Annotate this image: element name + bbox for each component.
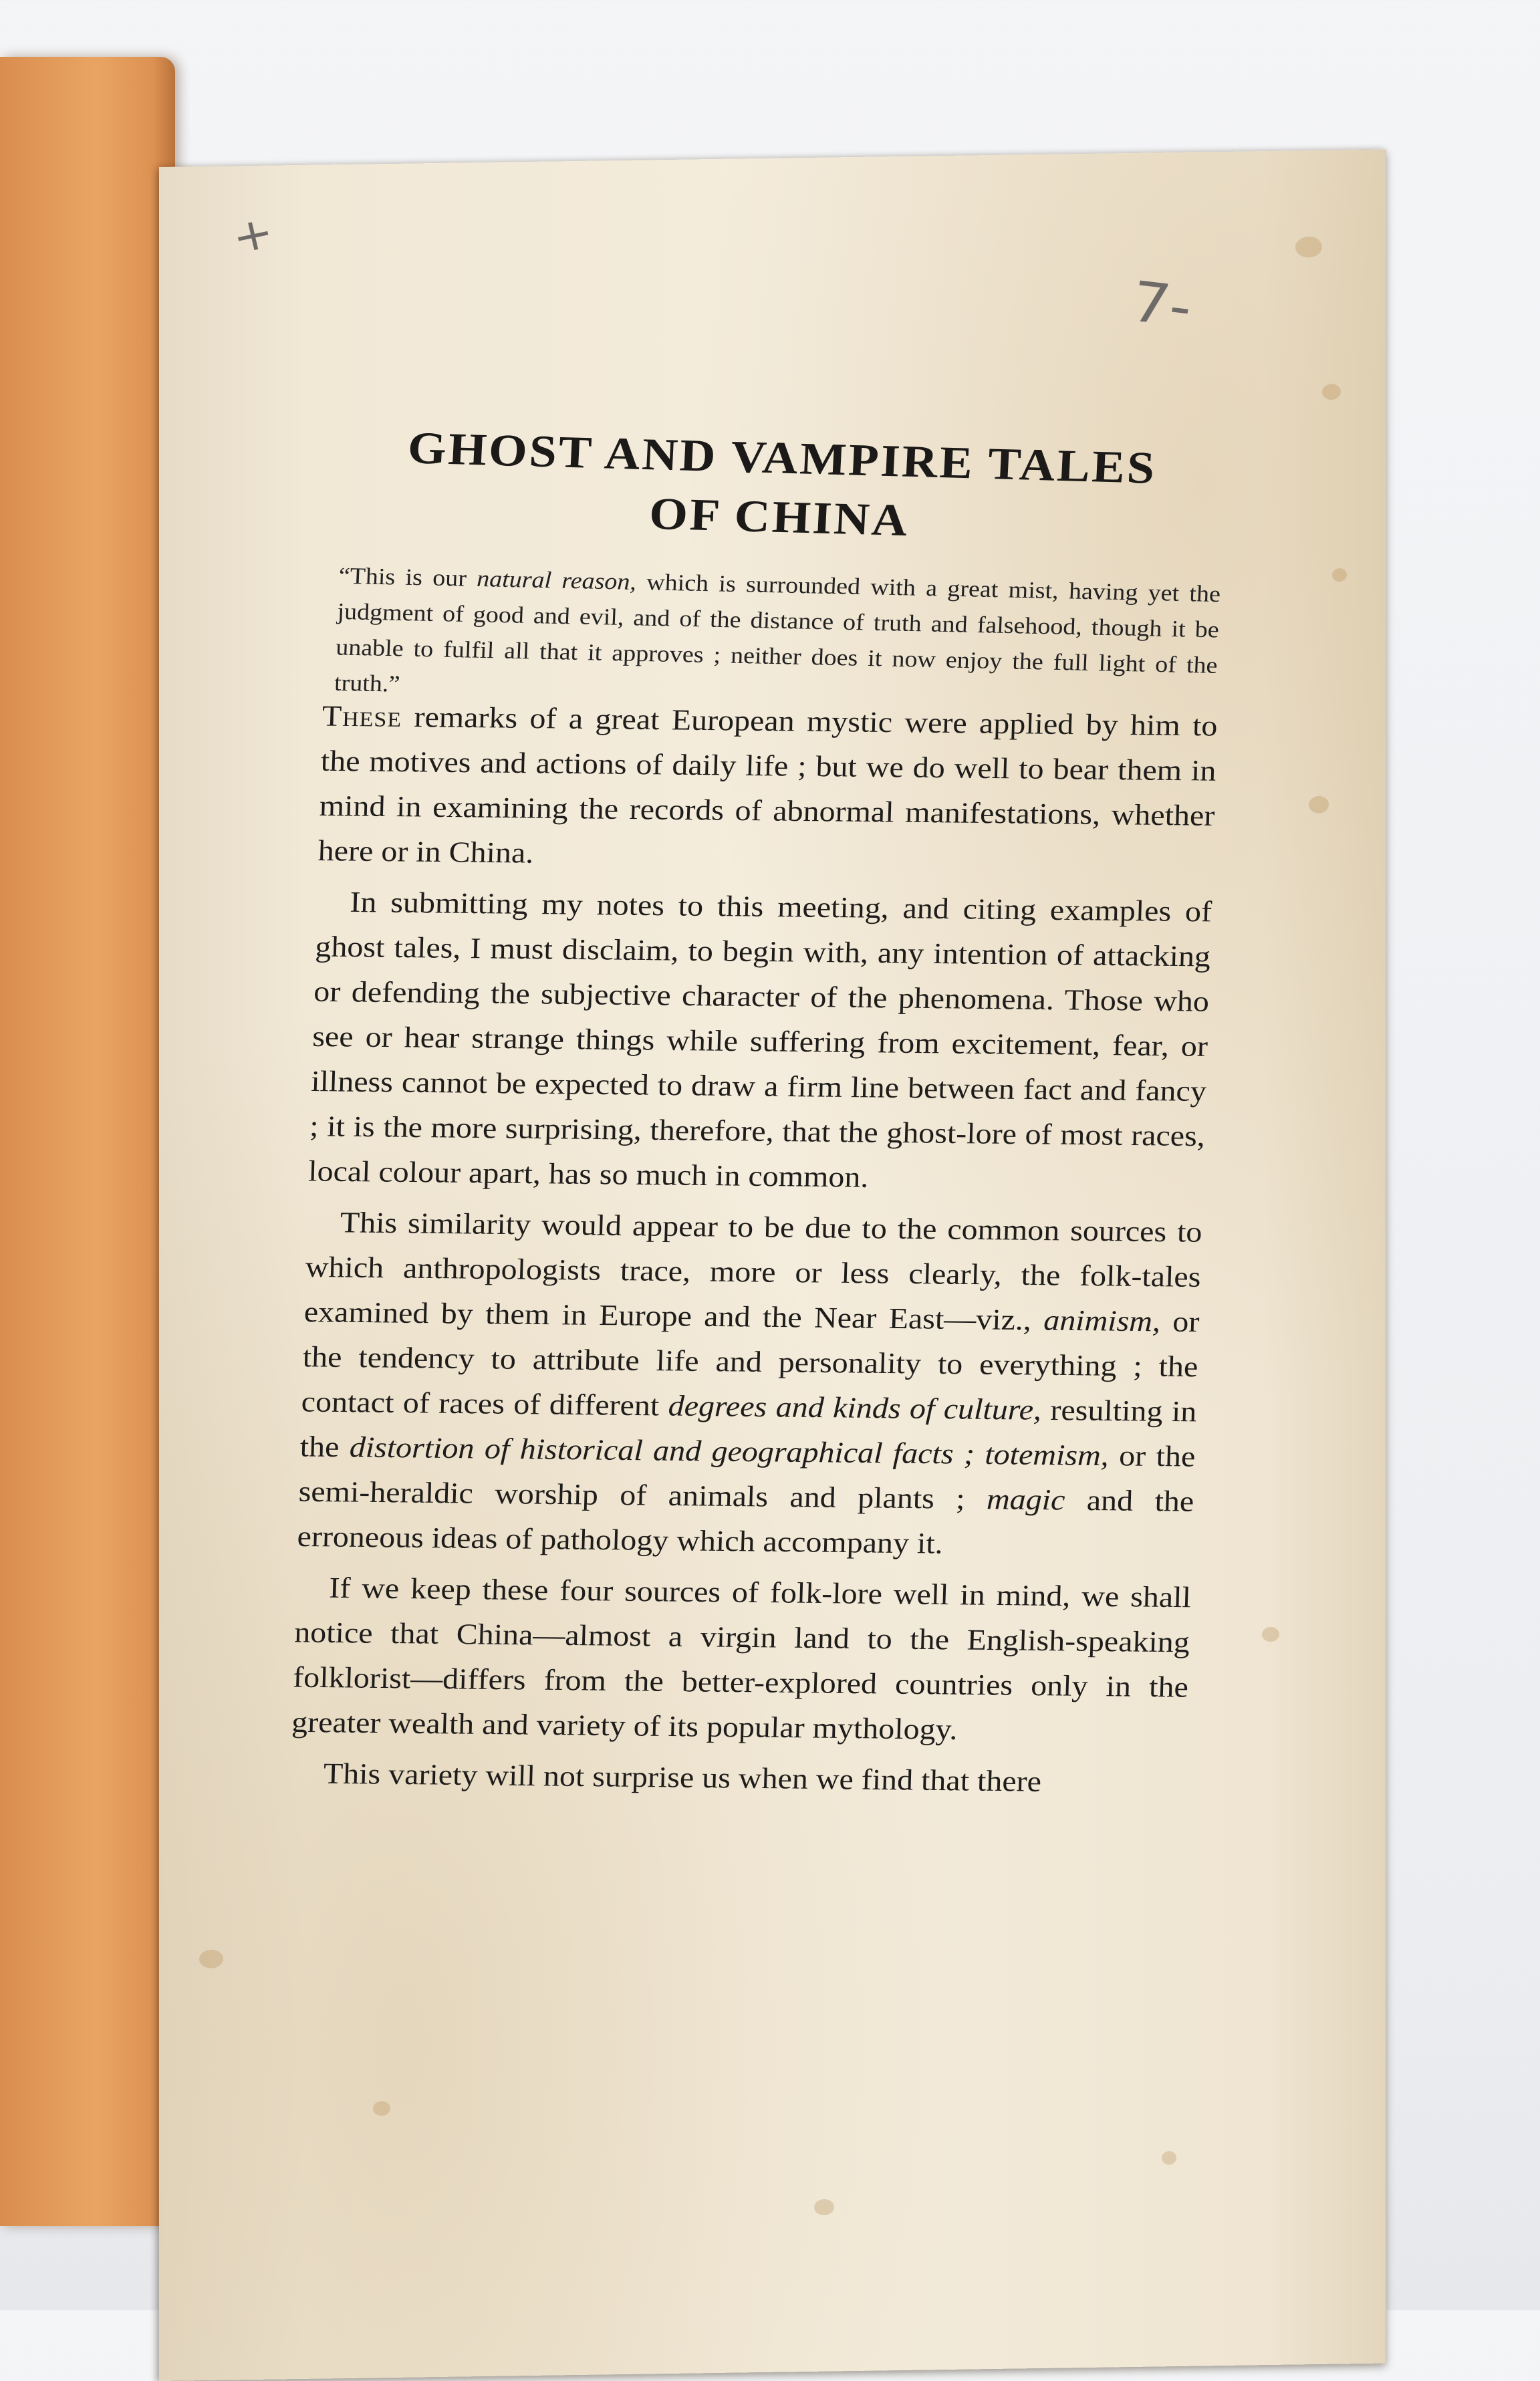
paragraph-3 bbox=[297, 1200, 1203, 1569]
p3-italic-1: animism, bbox=[1043, 1303, 1161, 1338]
p3-text-d: or the semi-heraldic worship of animals and plants ; bbox=[298, 1439, 1196, 1516]
foxing-spot bbox=[1262, 1627, 1279, 1642]
epigraph-text-a: “This is our bbox=[338, 563, 478, 592]
paragraph-2: In submitting my notes to this meeting, and citing examples of ghost tales, I must disclaim, to begin with, any intention of attacking or defending the subjective character of the phenomena. Those who see or hear strange things while suffering from excitement, fear, or illness cannot be expected to draw a firm line between fact and fancy ; it is the more surprising, therefore, that the ghost-lore of most races, local colour apart, has so much in common. bbox=[307, 886, 1212, 1194]
title-line-2: OF CHINA bbox=[648, 488, 911, 546]
book-cover-orange bbox=[0, 57, 175, 2226]
p3-italic-4: magic bbox=[986, 1483, 1066, 1517]
book-page bbox=[159, 149, 1386, 2381]
paragraph-1-rest: remarks of a great European mystic were applied by him to the motives and actions of daily life ; but we do well to bear them in mind in examining the records of abnormal manifestations, whether here or in China. bbox=[317, 701, 1218, 870]
title-line-1: GHOST AND VAMPIRE TALES bbox=[406, 422, 1158, 494]
paragraph-1-lead: These bbox=[322, 699, 403, 733]
foxing-spot bbox=[814, 2199, 834, 2215]
foxing-spot bbox=[1295, 237, 1322, 258]
foxing-spot bbox=[1309, 796, 1329, 813]
foxing-spot bbox=[1162, 2151, 1176, 2165]
p3-text-c: resulting in the bbox=[299, 1394, 1198, 1464]
paragraph-5: This variety will not surprise us when we find that there bbox=[323, 1757, 1042, 1798]
paragraph-1 bbox=[317, 694, 1218, 884]
pencil-mark-right: 7- bbox=[1127, 269, 1196, 341]
paragraph-4: If we keep these four sources of folk-lore well in mind, we shall notice that China—almost a virgin land to the English-speaking folklorist—differs from the better-explored countries only in the greater wealth and variety of its popular mythology. bbox=[291, 1572, 1192, 1747]
foxing-spot bbox=[1322, 384, 1341, 400]
page-title bbox=[344, 417, 1217, 559]
foxing-spot bbox=[1332, 568, 1347, 582]
p3-text-e: and the erroneous ideas of pathology which accompany it. bbox=[296, 1483, 1195, 1560]
p3-italic-3: distortion of historical and geographical facts ; totemism, bbox=[349, 1430, 1110, 1473]
p3-text-b: or the tendency to attribute life and personality to everything ; the contact of races of different bbox=[301, 1305, 1200, 1422]
p3-italic-2: degrees and kinds of culture, bbox=[668, 1389, 1042, 1426]
body-text bbox=[289, 694, 1218, 1812]
pencil-mark-left: + bbox=[227, 205, 279, 264]
p3-text-a: This similarity would appear to be due to the common sources to which anthropologists trace, more or less clearly, the folk-tales examined by them in Europe and the Near East—viz., bbox=[303, 1206, 1203, 1337]
epigraph-italic: natural reason, bbox=[476, 566, 637, 596]
epigraph-text-b: which is surrounded with a great mist, having yet the judgment of good and evil, and of the distance of truth and falsehood, though it be unable to fulfil all that it approves ; neither does it now enjoy the full light of the truth.” bbox=[334, 569, 1221, 697]
foxing-spot bbox=[373, 2101, 390, 2116]
foxing-spot bbox=[199, 1950, 223, 1969]
